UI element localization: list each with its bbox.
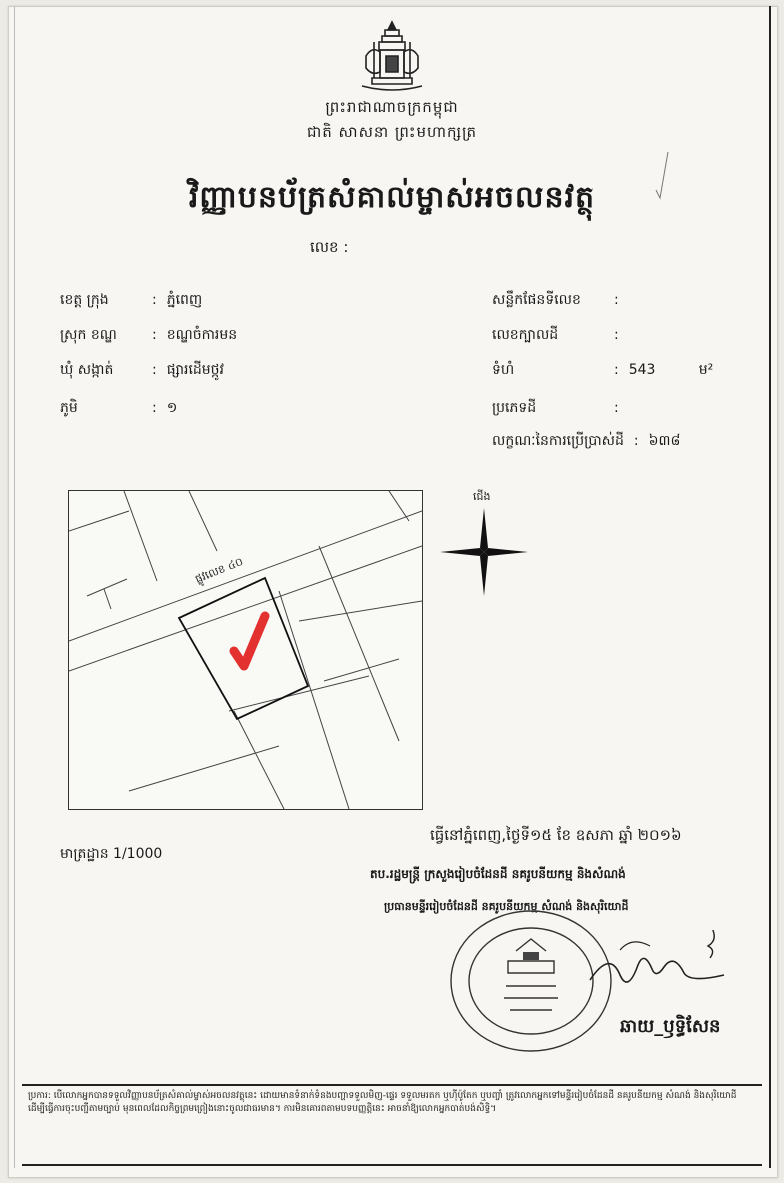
issue-place-date: ធ្វើនៅភ្នំពេញ,ថ្ងៃទី១៥ ខែ ឧសភា ឆ្នាំ ២០១៦ — [430, 826, 682, 844]
street-label: ផ្លូវលេខ ៤០ — [193, 554, 245, 586]
field-unit: ម² — [698, 362, 714, 378]
field-parcel-number: លេខក្បាលដី : — [492, 325, 629, 346]
field-value: ផ្សារដើមថ្កូវ — [166, 362, 225, 378]
field-land-type: ប្រភេទដី : — [492, 398, 629, 419]
north-label: ជើង — [473, 490, 491, 503]
field-value: ៦៣៨ — [648, 433, 681, 449]
parcel-map-drawing — [69, 491, 422, 809]
certificate-title: វិញ្ញាបនប័ត្រសំគាល់ម្ចាស់អចលនវត្ថុ — [188, 180, 596, 215]
field-village: ភូមិ : ១ — [60, 398, 177, 419]
north-arrow-icon — [438, 506, 530, 598]
field-value: ១ — [166, 400, 178, 416]
certificate-number-label: លេខ : — [310, 238, 349, 256]
field-land-use: លក្ខណៈនៃការប្រើប្រាស់ដី : ៦៣៨ — [492, 431, 680, 452]
pen-mark-icon — [652, 150, 672, 200]
motto-heading: ជាតិ សាសនា ព្រះមហាក្សត្រ — [306, 123, 478, 141]
field-label: លេខក្បាលដី — [492, 327, 559, 343]
field-commune: ឃុំ សង្កាត់ : ផ្សារដើមថ្កូវ — [60, 360, 224, 381]
field-label: លក្ខណៈនៃការប្រើប្រាស់ដី — [492, 433, 624, 449]
field-province: ខេត្ត ក្រុង : ភ្នំពេញ — [60, 290, 202, 311]
field-area: ទំហំ : 543 ម² — [492, 360, 713, 381]
field-district: ស្រុក ខណ្ឌ : ខណ្ឌចំការមន — [60, 325, 237, 346]
department-line: ប្រធានមន្ទីររៀបចំដែនដី នគរូបនីយកម្ម សំណង់ និងសុរិយោដី — [384, 900, 629, 913]
map-scale: មាត្រដ្ឋាន 1/1000 — [60, 846, 163, 862]
legal-notice: ប្រការ: បើលោកអ្នកបានទទួលវិញ្ញាបនប័ត្រសំគាល់ម្ចាស់អចលនវត្ថុនេះ ដោយមានទំនាក់ទំនងបញ្ហាទទួលមិញ-ផ្ទេរ ទទួលមរតក ឬហ៊ីប៉ូតែក ឬបញ្ចាំ ត្រូវលោកអ្នកទៅមន្ទីររៀបចំដែនដី នគរូបនីយកម្ម សំណង់ និងសុរិយោដី ដើម្បីធ្វើការចុះបញ្ជីតាមច្បាប់ មុនពេលដែលកិច្ចព្រមព្រៀងនោះចូលជាធរមាន។ ការមិនគោរពតាមបទបញ្ញត្តិនេះ អាចនាំឱ្យលោកអ្នកបាត់បង់សិទ្ធិ។ — [22, 1084, 762, 1166]
field-value: ខណ្ឌចំការមន — [166, 327, 238, 343]
field-label: ខេត្ត ក្រុង — [60, 292, 109, 308]
field-label: ស្រុក ខណ្ឌ — [60, 327, 117, 343]
field-map-sheet: សន្លឹកផែនទីលេខ : — [492, 290, 629, 311]
selected-parcel-check-icon — [234, 616, 265, 666]
field-value: 543 — [628, 362, 656, 378]
kingdom-heading: ព្រះរាជាណាចក្រកម្ពុជា — [325, 98, 459, 116]
signature-icon — [580, 930, 740, 1010]
field-label: ទំហំ — [492, 362, 515, 378]
field-label: ភូមិ — [60, 400, 78, 416]
royal-emblem-icon — [352, 16, 432, 96]
field-label: ប្រភេទដី — [492, 400, 537, 416]
ministry-line: តប.រដ្ឋមន្ត្រី ក្រសួងរៀបចំដែនដី នគរូបនីយកម្ម និងសំណង់ — [370, 867, 626, 881]
field-label: ឃុំ សង្កាត់ — [60, 362, 114, 378]
field-label: សន្លឹកផែនទីលេខ — [492, 292, 581, 308]
signer-name: ឆាយ_ឫទ្ធិសែន — [620, 1016, 721, 1037]
cadastral-map — [68, 490, 423, 810]
field-value: ភ្នំពេញ — [166, 292, 203, 308]
